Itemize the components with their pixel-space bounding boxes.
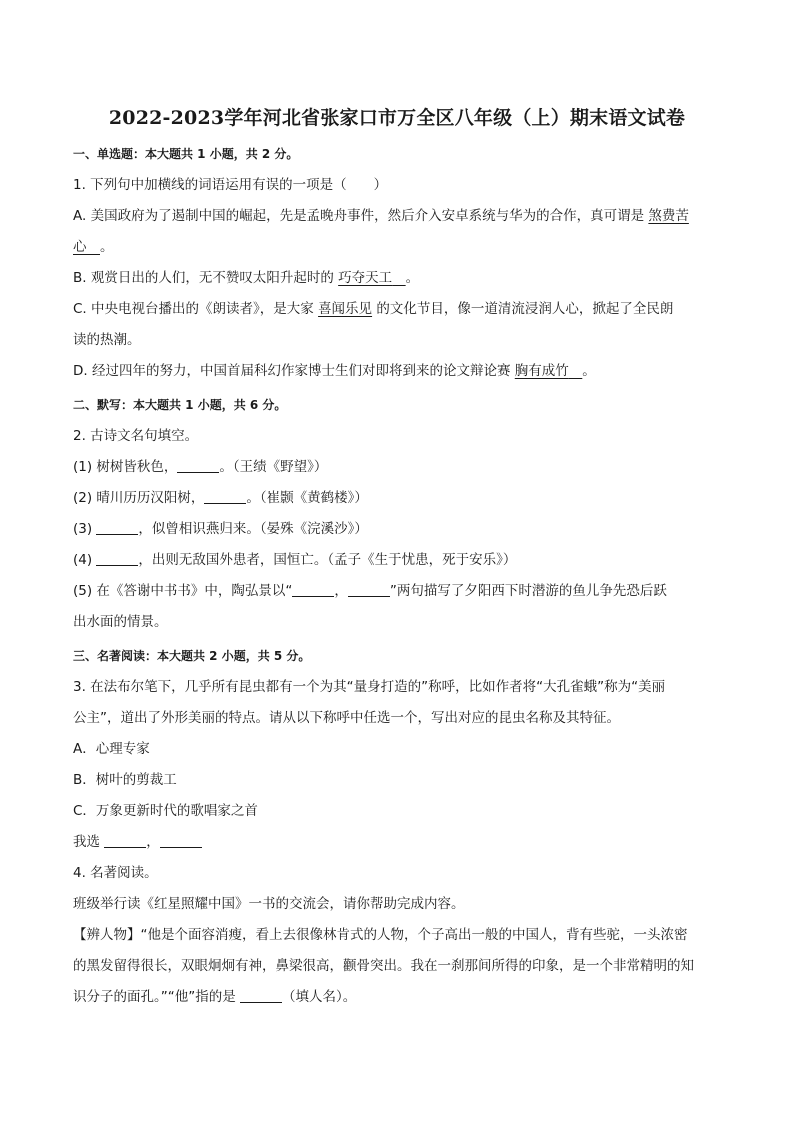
q3-answer: 我选 ， (73, 832, 202, 852)
q2-item-5: (5) 在《答谢中书书》中，陶弘景以“ ， ”两句描写了夕阳西下时潜游的鱼儿争先恐后跃 (73, 583, 667, 599)
answer-blank[interactable] (96, 551, 138, 566)
q2-stem: 2. 古诗文名句填空。 (73, 428, 199, 444)
q3-option-b: B．树叶的剪裁工 (73, 772, 177, 788)
q4-intro: 班级举行读《红星照耀中国》一书的交流会，请你帮助完成内容。 (73, 896, 465, 912)
q1-stem: 1. 下列句中加横线的词语运用有误的一项是（ ） (73, 177, 388, 193)
q1-option-a (73, 206, 689, 226)
q1-option-a-cont: 心 。 (73, 239, 114, 255)
section-3-heading: 三、名著阅读：本大题共 2 小题，共 5 分。 (73, 649, 311, 663)
section-1-heading: 一、单选题：本大题共 1 小题，共 2 分。 (73, 147, 299, 161)
answer-blank[interactable] (292, 582, 334, 597)
q1-option-c: C. 中央电视台播出的《朗读者》，是大家 喜闻乐见 的文化节目，像一道清流浸润人心，掀起了全民朗 (73, 301, 674, 317)
q4-passage-line-3: 识分子的面孔。”“他”指的是 （填人名）。 (73, 989, 357, 1005)
q1-option-b: B. 观赏日出的人们，无不赞叹太阳升起时的 巧夺天工 。 (73, 270, 420, 286)
q1-b-underlined-word: 巧夺天工 (338, 270, 393, 286)
q2-item-3: (3) ，似曾相识燕归来。（晏殊《浣溪沙》） (73, 521, 368, 537)
q1-a-underlined-word-end: 心 (73, 239, 87, 255)
q4-passage-line-1: 【辨人物】“他是个面容消瘦，看上去很像林肯式的人物，个子高出一般的中国人，背有些驼，一头浓密 (73, 927, 688, 943)
q2-item-4: (4) ，出则无敌国外患者，国恒亡。（孟子《生于忧患，死于安乐》） (73, 552, 517, 568)
q1-d-underlined-word: 胸有成竹 (514, 363, 569, 379)
answer-blank[interactable] (104, 833, 146, 848)
q2-item-2: (2) 晴川历历汉阳树， 。（崔颢《黄鹤楼》） (73, 490, 368, 506)
q2-item-1: (1) 树树皆秋色， 。（王绩《野望》） (73, 459, 328, 475)
q1-a-text: A. 美国政府为了遏制中国的崛起，先是孟晚舟事件，然后介入安卓系统与华为的合作，真可谓是 (73, 208, 649, 224)
q1-option-d: D. 经过四年的努力，中国首届科幻作家博士生们对即将到来的论文辩论赛 胸有成竹 。 (73, 363, 596, 379)
q1-a-underlined-word: 煞费苦 (648, 208, 689, 224)
exam-title: 2022-2023学年河北省张家口市万全区八年级（上）期末语文试卷 (108, 107, 686, 129)
section-2-heading: 二、默写：本大题共 1 小题，共 6 分。 (73, 398, 287, 412)
q2-item-5-cont: 出水面的情景。 (73, 614, 168, 630)
answer-blank[interactable] (348, 582, 390, 597)
answer-blank[interactable] (177, 458, 219, 473)
q4-stem: 4. 名著阅读。 (73, 865, 158, 881)
q3-stem-line-2: 公主”，道出了外形美丽的特点。请从以下称呼中任选一个，写出对应的昆虫名称及其特征。 (73, 710, 620, 726)
answer-blank[interactable] (96, 520, 138, 535)
answer-blank[interactable] (204, 489, 246, 504)
answer-blank[interactable] (240, 988, 282, 1003)
q3-stem-line-1: 3. 在法布尔笔下，几乎所有昆虫都有一个为其“量身打造的”称呼，比如作者将“大孔雀蛾”称为“美丽 (73, 679, 666, 695)
q4-passage-line-2: 的黑发留得很长，双眼炯炯有神，鼻梁很高，颧骨突出。我在一刹那间所得的印象，是一个非常精明的知 (73, 958, 694, 974)
q3-option-a: A．心理专家 (73, 741, 150, 757)
q3-option-c: C．万象更新时代的歌唱家之首 (73, 803, 258, 819)
q1-c-underlined-word: 喜闻乐见 (318, 301, 373, 317)
q1-option-c-cont: 读的热潮。 (73, 332, 141, 348)
answer-blank[interactable] (160, 833, 202, 848)
